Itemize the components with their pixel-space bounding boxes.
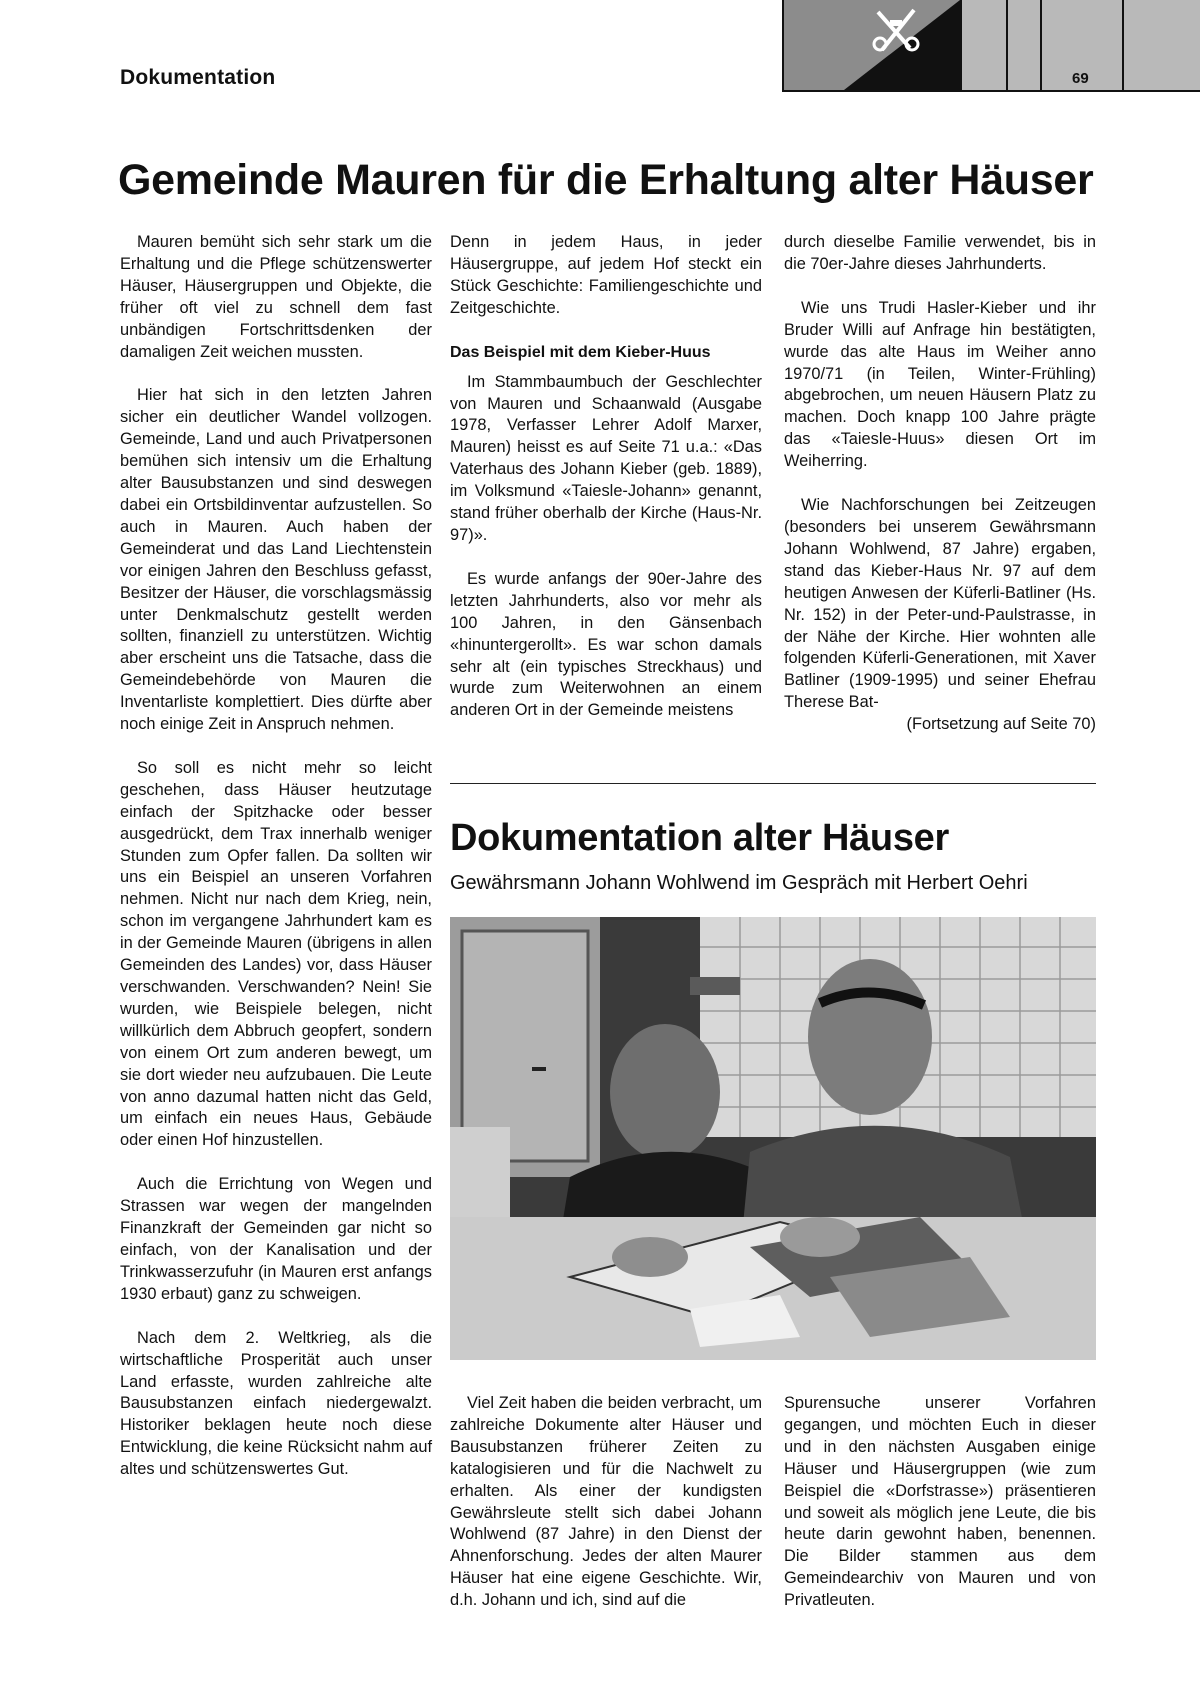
continuation-note: (Fortsetzung auf Seite 70)	[906, 715, 1096, 734]
article-column-2	[450, 232, 762, 744]
header-cell	[1124, 0, 1200, 90]
section-label: Dokumentation	[120, 66, 276, 89]
paragraph: So soll es nicht mehr so leicht geschehen, dass Häuser heutzutage einfach der Spitzhacke oder besser ausgedrückt, dem Trax innerhalb weniger Stunden zum Opfer fallen. Da sollten wir uns ein Beispiel an unseren Vorfahren nehmen. Nicht nur nach dem Krieg, nein, schon im vergangene Jahrhundert kam es in der Gemeinde Mauren (übrigens in allen Gemeinden des Landes) vor, dass Häuser verschwanden. Verschwanden? Nein! Sie wurden, wie Beispiele belegen, nicht willkürlich dem Abbruch geopfert, sondern von einem Ort zum anderen bewegt, um sie dort wieder neu aufzubauen. Die Leute von anno dazumal hatten nicht das Geld, um einfach ein neues Haus, Gebäude oder einen Hof hinzustellen.	[120, 758, 432, 1150]
paragraph: Es wurde anfangs der 90er-Jahre des letzten Jahrhunderts, also vor mehr als 100 Jahren, in den Gänsenbach «hinuntergerollt». Es war schon damals sehr alt (ein typisches Streckhaus) und wurde zum Weiterwohnen an einem anderen Ort in der Gemeinde meistens	[450, 569, 762, 720]
article2-column-2	[450, 1393, 762, 1634]
section-heading: Das Beispiel mit dem Kieber-Huus	[450, 343, 711, 361]
paragraph: Spurensuche unserer Vorfahren gegangen, und möchten Euch in dieser und in den nächsten Ausgaben einige Häuser und Häusergruppen (wie zum Beispiel die «Dorfstrasse») präsentieren und soweit als möglich jene Leute, die bis heute darin gewohnt haben, benennen. Die Bilder stammen aus dem Gemeindearchiv von Mauren und von Privatleuten.	[784, 1394, 1096, 1610]
article-column-3	[784, 232, 1096, 736]
photo-two-men-with-documents	[450, 917, 1096, 1360]
paragraph: Denn in jedem Haus, in jeder Häusergruppe, auf jedem Hof steckt ein Stück Geschichte: Familiengeschichte und Zeitgeschichte.	[450, 233, 762, 317]
paragraph: Viel Zeit haben die beiden verbracht, um zahlreiche Dokumente alter Häuser und Bausubstanzen früherer Zeiten zu katalogisieren und für die Nachwelt zu erhalten. Als einer der kundigsten Gewährsleute stellt sich dabei Johann Wohlwend (87 Jahre) in den Dienst der Ahnenforschung. Jedes der alten Maurer Häuser hat eine eigene Geschichte. Wir, d.h. Johann und ich, sind auf die	[450, 1394, 762, 1610]
article-column-1	[120, 232, 432, 1503]
divider	[450, 783, 1096, 784]
article2-column-3	[784, 1393, 1096, 1634]
header-cell	[962, 0, 1006, 90]
crossed-tools-icon	[782, 0, 960, 90]
header-grid	[782, 0, 1200, 92]
paragraph: Auch die Errichtung von Wegen und Strassen war wegen der mangelnden Finanzkraft der Gemeinden gar nicht so einfach, von der Kanalisation und der Trinkwasserzufuhr (in Mauren erst anfangs 1930 erbaut) ganz zu schweigen.	[120, 1175, 432, 1303]
paragraph: Im Stammbaumbuch der Geschlechter von Mauren und Schaanwald (Ausgabe 1978, Verfasser Lehrer Adolf Marxer, Mauren) heisst es auf Seite 71 u.a.: «Das Vaterhaus des Johann Kieber (geb. 1889), im Volksmund «Taiesle-Johann» genannt, stand früher oberhalb der Kirche (Haus-Nr. 97)».	[450, 372, 762, 544]
article-title: Gemeinde Mauren für die Erhaltung alter Häuser	[118, 156, 1094, 204]
paragraph: Nach dem 2. Weltkrieg, als die wirtschaftliche Prosperität auch unser Land erfasste, wurden zahlreiche alte Bausubstanzen einfach niedergewalzt. Historiker beklagen heute noch diese Entwicklung, die keine Rücksicht nahm auf altes und schützenswertes Gut.	[120, 1328, 432, 1479]
article2-subtitle: Gewährsmann Johann Wohlwend im Gespräch mit Herbert Oehri	[450, 872, 1028, 894]
paragraph: durch dieselbe Familie verwendet, bis in die 70er-Jahre dieses Jahrhunderts.	[784, 233, 1096, 273]
header-cell	[1008, 0, 1040, 90]
paragraph: Mauren bemüht sich sehr stark um die Erhaltung und die Pflege schützenswerter Häuser, Häusergruppen und Objekte, die früher oft viel zu schnell dem fast unbändigen Fortschrittsdenken der damaligen Zeit weichen mussten.	[120, 233, 432, 361]
paragraph: Wie uns Trudi Hasler-Kieber und ihr Bruder Willi auf Anfrage hin bestätigten, wurde das alte Haus im Weiher anno 1970/71 (in Teilen, Winter-Frühling) abgebrochen, um neuen Häusern Platz zu machen. Doch knapp 100 Jahre prägte das «Taiesle-Huus» diesen Ort im Weiherring.	[784, 298, 1096, 471]
header-stamp	[782, 0, 960, 90]
article2-title: Dokumentation alter Häuser	[450, 817, 949, 859]
page-number: 69	[1072, 70, 1089, 87]
paragraph: Wie Nachforschungen bei Zeitzeugen (besonders bei unserem Gewährsmann Johann Wohlwend, 87 Jahre) ergaben, stand das Kieber-Haus Nr. 97 auf dem heutigen Anwesen der Küferli-Batliner (Hs. Nr. 152) in der Peter-und-Paulstrasse, in der Nähe der Kirche. Hier wohnten alle folgenden Küferli-Generationen, mit Xaver Batliner (1909-1995) und seiner Ehefrau Therese Bat-	[784, 496, 1096, 712]
paragraph: Hier hat sich in den letzten Jahren sicher ein deutlicher Wandel vollzogen. Gemeinde, Land und auch Privatpersonen bemühen sich intensiv um die Erhaltung alter Bausubstanzen und sind deswegen dabei ein Ortsbildinventar aufzustellen. So auch in Mauren. Auch haben der Gemeinderat und das Land Liechtenstein vor einigen Jahren den Beschluss gefasst, Besitzer der Häuser, die vorschlagsmässig unter Denkmalschutz gestellt werden sollten, finanziell zu unterstützen. Wichtig aber erscheint uns die Tatsache, dass die Gemeindebehörde von Mauren die Inventarliste komplettiert. Dies dürfte aber noch einige Zeit in Anspruch nehmen.	[120, 386, 432, 734]
